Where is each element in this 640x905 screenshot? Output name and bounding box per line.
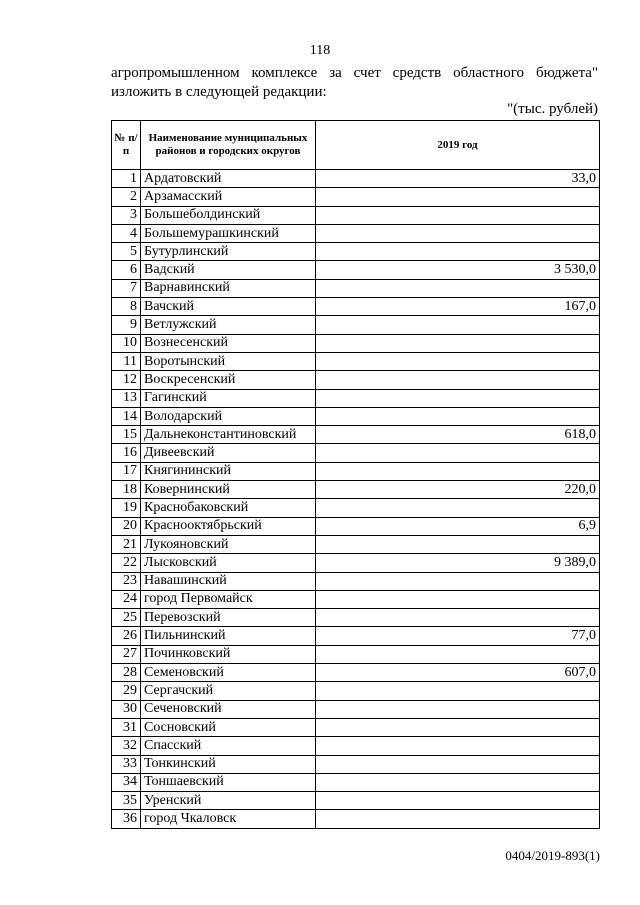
row-number: 30: [112, 700, 141, 718]
table-row: [112, 718, 600, 736]
document-code: 0404/2019-893(1): [505, 848, 600, 863]
district-name: Тоншаевский: [141, 773, 316, 791]
district-name: Воскресенский: [141, 371, 316, 389]
table-row: [112, 243, 600, 261]
row-number: 15: [112, 426, 141, 444]
district-name: Ветлужский: [141, 316, 316, 334]
budget-value: 607,0: [316, 664, 600, 682]
district-name: Ковернинский: [141, 481, 316, 499]
budget-value: 3 530,0: [316, 261, 600, 279]
row-number: 16: [112, 444, 141, 462]
district-name: Починковский: [141, 645, 316, 663]
row-number: 32: [112, 737, 141, 755]
district-name: Большеболдинский: [141, 206, 316, 224]
budget-value: [316, 535, 600, 553]
budget-value: [316, 718, 600, 736]
unit-note: "(тыс. рублей): [507, 101, 598, 117]
district-name: Володарский: [141, 407, 316, 425]
budget-value: [316, 700, 600, 718]
row-number: 34: [112, 773, 141, 791]
table-row: [112, 206, 600, 224]
row-number: 6: [112, 261, 141, 279]
district-name: Пильнинский: [141, 627, 316, 645]
district-name: Дивеевский: [141, 444, 316, 462]
row-number: 23: [112, 572, 141, 590]
table-row: [112, 316, 600, 334]
district-name: Арзамасский: [141, 188, 316, 206]
row-number: 20: [112, 517, 141, 535]
row-number: 5: [112, 243, 141, 261]
table-row: [112, 170, 600, 188]
budget-value: [316, 279, 600, 297]
row-number: 22: [112, 554, 141, 572]
table-header-row: [112, 121, 600, 170]
district-name: Спасский: [141, 737, 316, 755]
budget-value: [316, 499, 600, 517]
budget-value: 77,0: [316, 627, 600, 645]
row-number: 13: [112, 389, 141, 407]
table-row: [112, 407, 600, 425]
budget-value: [316, 609, 600, 627]
districts-table: [111, 120, 600, 829]
budget-value: [316, 407, 600, 425]
budget-value: 9 389,0: [316, 554, 600, 572]
district-name: Тонкинский: [141, 755, 316, 773]
table-row: [112, 609, 600, 627]
district-name: Сергачский: [141, 682, 316, 700]
row-number: 11: [112, 352, 141, 370]
row-number: 36: [112, 810, 141, 828]
table-row: [112, 737, 600, 755]
row-number: 8: [112, 298, 141, 316]
row-number: 24: [112, 590, 141, 608]
table-row: [112, 773, 600, 791]
budget-value: [316, 188, 600, 206]
intro-paragraph: [111, 64, 598, 102]
district-name: Сосновский: [141, 718, 316, 736]
table-row: [112, 810, 600, 828]
row-number: 9: [112, 316, 141, 334]
district-name: Дальнеконстантиновский: [141, 426, 316, 444]
budget-value: [316, 389, 600, 407]
table-row: [112, 700, 600, 718]
table-row: [112, 298, 600, 316]
budget-value: [316, 334, 600, 352]
district-name: Вачский: [141, 298, 316, 316]
row-number: 26: [112, 627, 141, 645]
budget-value: [316, 645, 600, 663]
table-row: [112, 352, 600, 370]
budget-value: [316, 572, 600, 590]
table-row: [112, 535, 600, 553]
row-number: 17: [112, 462, 141, 480]
district-name: Краснобаковский: [141, 499, 316, 517]
budget-value: [316, 792, 600, 810]
budget-value: [316, 316, 600, 334]
budget-value: [316, 224, 600, 242]
row-number: 3: [112, 206, 141, 224]
table-row: [112, 682, 600, 700]
row-number: 2: [112, 188, 141, 206]
header-year: 2019 год: [316, 121, 600, 170]
row-number: 25: [112, 609, 141, 627]
budget-value: [316, 755, 600, 773]
budget-value: 6,9: [316, 517, 600, 535]
district-name: Перевозский: [141, 609, 316, 627]
table-row: [112, 554, 600, 572]
district-name: Уренский: [141, 792, 316, 810]
budget-value: 618,0: [316, 426, 600, 444]
district-name: Навашинский: [141, 572, 316, 590]
table-row: [112, 279, 600, 297]
district-name: Ардатовский: [141, 170, 316, 188]
row-number: 1: [112, 170, 141, 188]
table-row: [112, 590, 600, 608]
row-number: 28: [112, 664, 141, 682]
row-number: 7: [112, 279, 141, 297]
district-name: Лысковский: [141, 554, 316, 572]
row-number: 14: [112, 407, 141, 425]
header-district-name: Наименование муниципальных районов и городских округов: [141, 121, 316, 170]
district-name: Сеченовский: [141, 700, 316, 718]
district-name: Бутурлинский: [141, 243, 316, 261]
district-name: город Первомайск: [141, 590, 316, 608]
table-row: [112, 792, 600, 810]
table-row: [112, 517, 600, 535]
page-number: 118: [309, 43, 331, 58]
table-row: [112, 426, 600, 444]
table-row: [112, 188, 600, 206]
budget-value: [316, 444, 600, 462]
header-number: № п/п: [112, 121, 141, 170]
district-name: Варнавинский: [141, 279, 316, 297]
table-row: [112, 664, 600, 682]
district-name: Семеновский: [141, 664, 316, 682]
budget-value: [316, 810, 600, 828]
table-row: [112, 755, 600, 773]
table-row: [112, 499, 600, 517]
budget-value: [316, 352, 600, 370]
table-row: [112, 371, 600, 389]
table-row: [112, 481, 600, 499]
district-name: город Чкаловск: [141, 810, 316, 828]
row-number: 21: [112, 535, 141, 553]
budget-value: [316, 243, 600, 261]
table-row: [112, 389, 600, 407]
district-name: Лукояновский: [141, 535, 316, 553]
budget-value: [316, 773, 600, 791]
table-row: [112, 444, 600, 462]
district-name: Гагинский: [141, 389, 316, 407]
row-number: 18: [112, 481, 141, 499]
budget-value: [316, 590, 600, 608]
table-row: [112, 572, 600, 590]
table-row: [112, 645, 600, 663]
table-row: [112, 261, 600, 279]
intro-line-2: изложить в следующей редакции:: [111, 84, 327, 100]
budget-value: [316, 462, 600, 480]
row-number: 33: [112, 755, 141, 773]
budget-value: [316, 371, 600, 389]
row-number: 12: [112, 371, 141, 389]
budget-value: [316, 682, 600, 700]
row-number: 35: [112, 792, 141, 810]
district-name: Воротынский: [141, 352, 316, 370]
budget-value: 220,0: [316, 481, 600, 499]
table-row: [112, 334, 600, 352]
table-row: [112, 627, 600, 645]
district-name: Вознесенский: [141, 334, 316, 352]
row-number: 31: [112, 718, 141, 736]
district-name: Краснооктябрьский: [141, 517, 316, 535]
table-row: [112, 462, 600, 480]
row-number: 10: [112, 334, 141, 352]
table-row: [112, 224, 600, 242]
budget-value: [316, 737, 600, 755]
row-number: 29: [112, 682, 141, 700]
budget-value: [316, 206, 600, 224]
district-name: Княгининский: [141, 462, 316, 480]
table-body: [112, 170, 600, 829]
intro-line-1: агропромышленном комплексе за счет средств областного бюджета": [111, 65, 598, 81]
row-number: 27: [112, 645, 141, 663]
district-name: Вадский: [141, 261, 316, 279]
budget-value: 33,0: [316, 170, 600, 188]
row-number: 19: [112, 499, 141, 517]
budget-value: 167,0: [316, 298, 600, 316]
district-name: Большемурашкинский: [141, 224, 316, 242]
row-number: 4: [112, 224, 141, 242]
